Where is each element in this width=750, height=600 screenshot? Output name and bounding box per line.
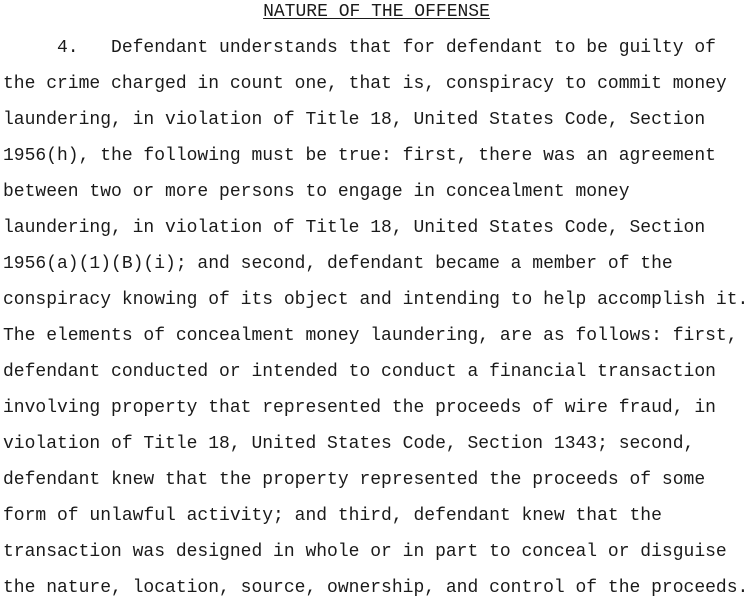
paragraph-line: laundering, in violation of Title 18, United States Code, Section: [3, 110, 706, 130]
paragraph-line: the crime charged in count one, that is, conspiracy to commit money: [3, 74, 727, 94]
paragraph-line: defendant conducted or intended to conduct a financial transaction: [3, 362, 716, 382]
paragraph-line: between two or more persons to engage in concealment money: [3, 182, 630, 202]
paragraph-line: 1956(h), the following must be true: first, there was an agreement: [3, 146, 716, 166]
paragraph-line: laundering, in violation of Title 18, United States Code, Section: [3, 218, 706, 238]
paragraph-line: The elements of concealment money laundering, are as follows: first,: [3, 326, 738, 346]
paragraph-line: involving property that represented the proceeds of wire fraud, in: [3, 398, 716, 418]
paragraph-line: transaction was designed in whole or in part to conceal or disguise: [3, 542, 727, 562]
paragraph-line: conspiracy knowing of its object and intending to help accomplish it.: [3, 290, 749, 310]
paragraph-line: 1956(a)(1)(B)(i); and second, defendant became a member of the: [3, 254, 673, 274]
paragraph-line: defendant knew that the property represented the proceeds of some: [3, 470, 706, 490]
paragraph-line: form of unlawful activity; and third, defendant knew that the: [3, 506, 662, 526]
paragraph-line: the nature, location, source, ownership, and control of the proceeds.: [3, 578, 749, 598]
paragraph-line: 4. Defendant understands that for defendant to be guilty of: [3, 38, 716, 58]
section-heading: [3, 1, 750, 23]
paragraph-line: violation of Title 18, United States Code, Section 1343; second,: [3, 434, 695, 454]
section-heading-text: NATURE OF THE OFFENSE: [263, 2, 490, 22]
